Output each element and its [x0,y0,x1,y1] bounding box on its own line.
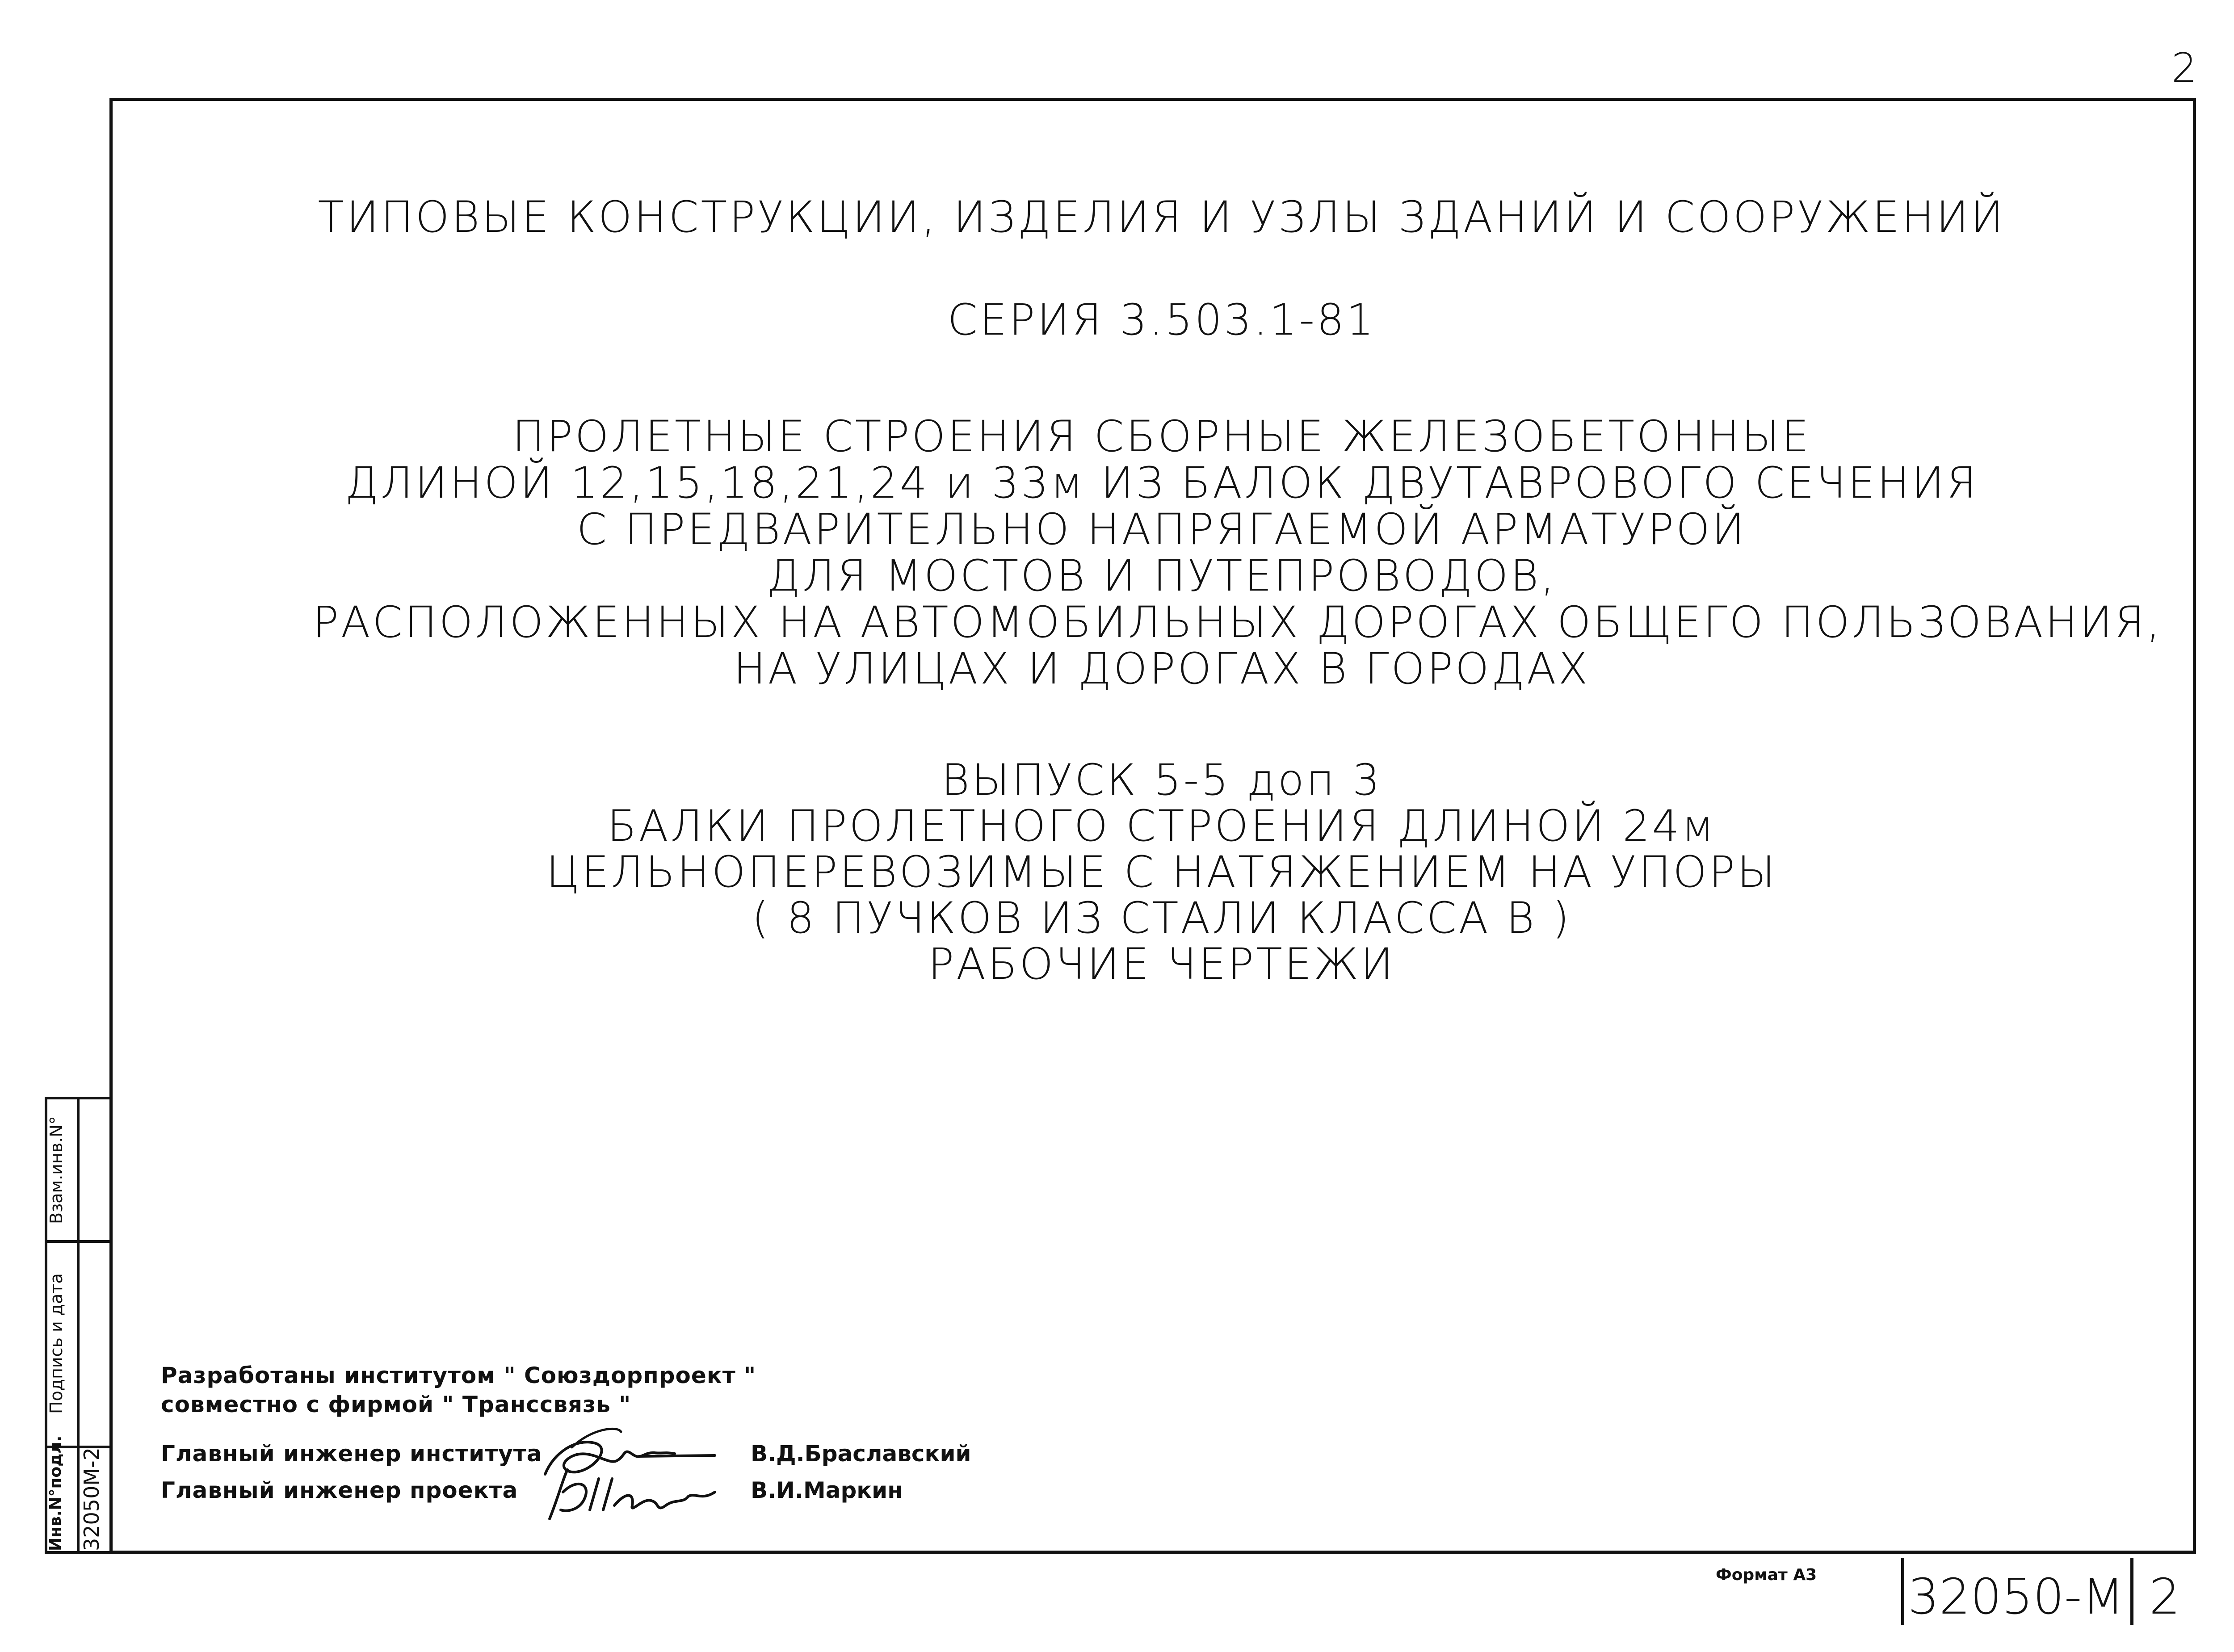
developed-by: Разработаны институтом " Союздорпроект " [161,1363,756,1388]
issue-line: ВЫПУСК 5-5 доп 3 [941,755,1382,805]
description-line: ДЛИНОЙ 12,15,18,21,24 и 33м ИЗ БАЛОК ДВУТАВРОВОГО СЕЧЕНИЯ [345,458,1978,508]
stamp-signature-date-label: Подпись и дата [46,1273,66,1414]
description-line: ПРОЛЕТНЫЕ СТРОЕНИЯ СБОРНЫЕ ЖЕЛЕЗОБЕТОННЫЕ [512,411,1811,461]
series-number: СЕРИЯ 3.503.1-81 [947,295,1376,345]
chief-engineer-project-label: Главный инженер проекта [161,1477,518,1503]
stamp-inv-label: Инв.N°подл. [46,1435,65,1551]
issue-block [313,757,2011,987]
chief-engineer-institute-label: Главный инженер института [161,1441,542,1467]
stamp-replace-label: Взам.инв.N° [46,1116,66,1224]
description-line: НА УЛИЦАХ И ДОРОГАХ В ГОРОДАХ [733,644,1590,694]
issue-line: РАБОЧИЕ ЧЕРТЕЖИ [928,939,1395,989]
description-line: ДЛЯ МОСТОВ И ПУТЕПРОВОДОВ, [767,551,1557,601]
jointly-with: совместно с фирмой " Транссвязь " [161,1392,631,1417]
signature-markin [536,1461,733,1537]
issue-line: БАЛКИ ПРОЛЕТНОГО СТРОЕНИЯ ДЛИНОЙ 24м [607,801,1716,851]
document-code: 32050-М [1908,1568,2125,1625]
document-heading: ТИПОВЫЕ КОНСТРУКЦИИ, ИЗДЕЛИЯ И УЗЛЫ ЗДАНИЙ И СООРУЖЕНИЙ [318,192,2006,242]
chief-engineer-institute-name: В.Д.Браславский [751,1441,971,1467]
chief-engineer-project-name: В.И.Маркин [751,1477,903,1503]
description-line: С ПРЕДВАРИТЕЛЬНО НАПРЯГАЕМОЙ АРМАТУРОЙ [576,504,1747,554]
issue-line: ( 8 ПУЧКОВ ИЗ СТАЛИ КЛАССА В ) [752,893,1571,943]
description-block [313,411,2163,694]
page-number: 2 [2171,45,2197,92]
description-line: РАСПОЛОЖЕННЫХ НА АВТОМОБИЛЬНЫХ ДОРОГАХ ОБЩЕГО ПОЛЬЗОВАНИЯ, [313,597,2163,647]
sheet-number: 2 [2149,1568,2180,1625]
format-label: Формат А3 [1716,1566,1817,1584]
stamp-inv-value: 32050М-2 [80,1447,104,1551]
issue-line: ЦЕЛЬНОПЕРЕВОЗИМЫЕ С НАТЯЖЕНИЕМ НА УПОРЫ [546,847,1777,897]
